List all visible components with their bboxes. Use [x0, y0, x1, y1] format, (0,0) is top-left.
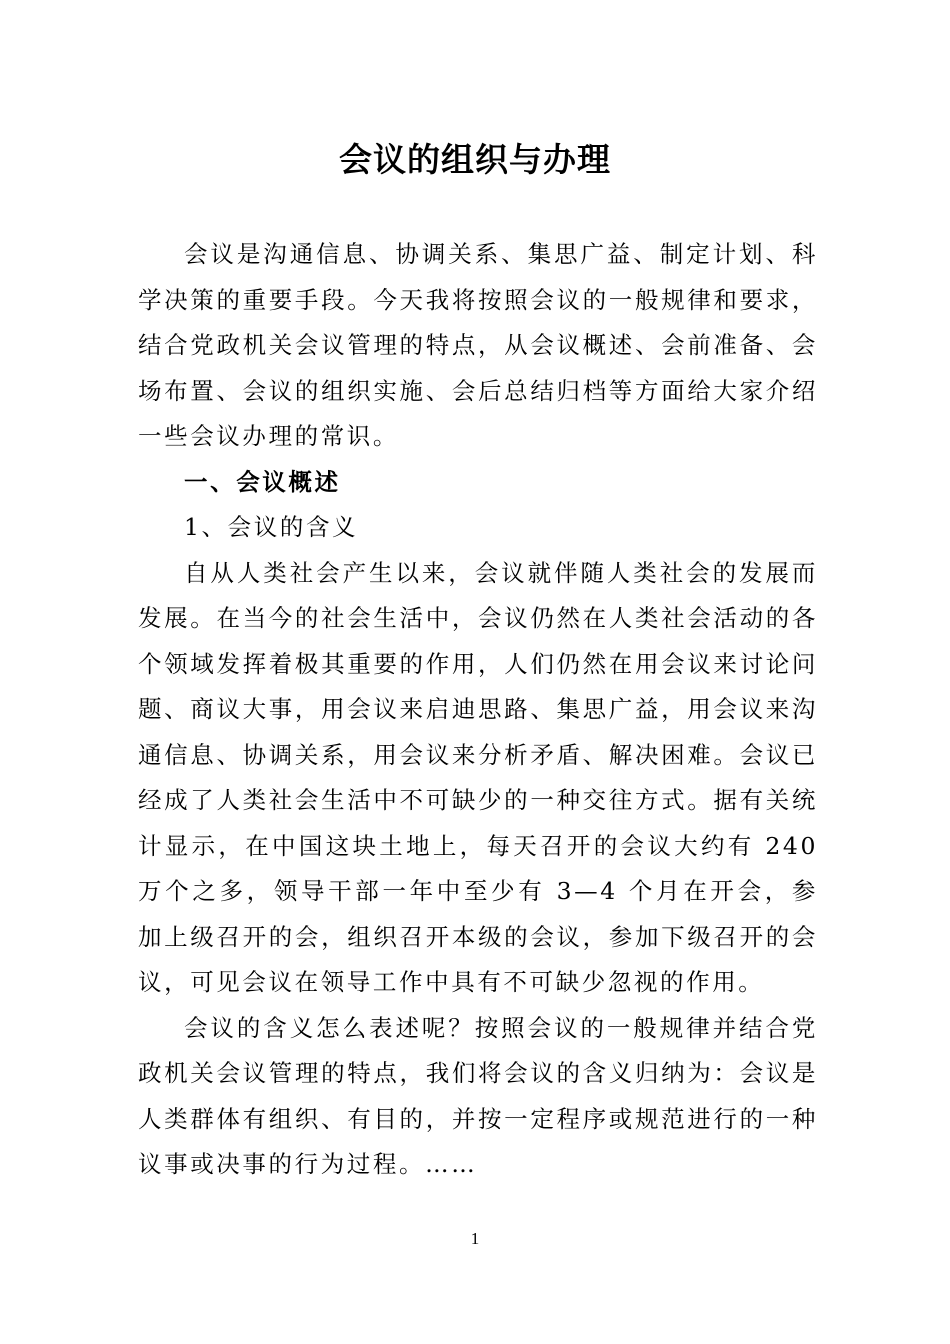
- document-title: 会议的组织与办理: [339, 140, 611, 179]
- subsection-heading-meaning: 1、会议的含义: [184, 513, 359, 541]
- section-heading-overview: 一、会议概述: [184, 467, 341, 496]
- page-number: 1: [470, 1229, 480, 1248]
- body-paragraph-history: 自从人类社会产生以来，会议就伴随人类社会的发展而发展。在当今的社会生活中，会议仍然在人类社会活动的各个领域发挥着极其重要的作用，人们仍然在用会议来讨论问题、商议大事，用会议来启迪思路、集思广益，用会议来沟通信息、协调关系，用会议来分析矛盾、解决困难。会议已经成了人类社会生活中不可缺少的一种交往方式。据有关统计显示，在中国这块土地上，每天召开的会议大约有 240 万个之多，领导干部一年中至少有 3—4 个月在开会，参加上级召开的会，组织召开本级的会议，参加下级召开的会议，可见会议在领导工作中具有不可缺少忽视的作用。: [138, 558, 818, 996]
- document-body: [138, 232, 818, 1188]
- intro-paragraph: 会议是沟通信息、协调关系、集思广益、制定计划、科学决策的重要手段。今天我将按照会议的一般规律和要求，结合党政机关会议管理的特点，从会议概述、会前准备、会场布置、会议的组织实施、会后总结归档等方面给大家介绍一些会议办理的常识。: [138, 240, 818, 450]
- body-paragraph-definition: 会议的含义怎么表述呢？按照会议的一般规律并结合党政机关会议管理的特点，我们将会议的含义归纳为：会议是人类群体有组织、有目的，并按一定程序或规范进行的一种议事或决事的行为过程。……: [138, 1013, 818, 1178]
